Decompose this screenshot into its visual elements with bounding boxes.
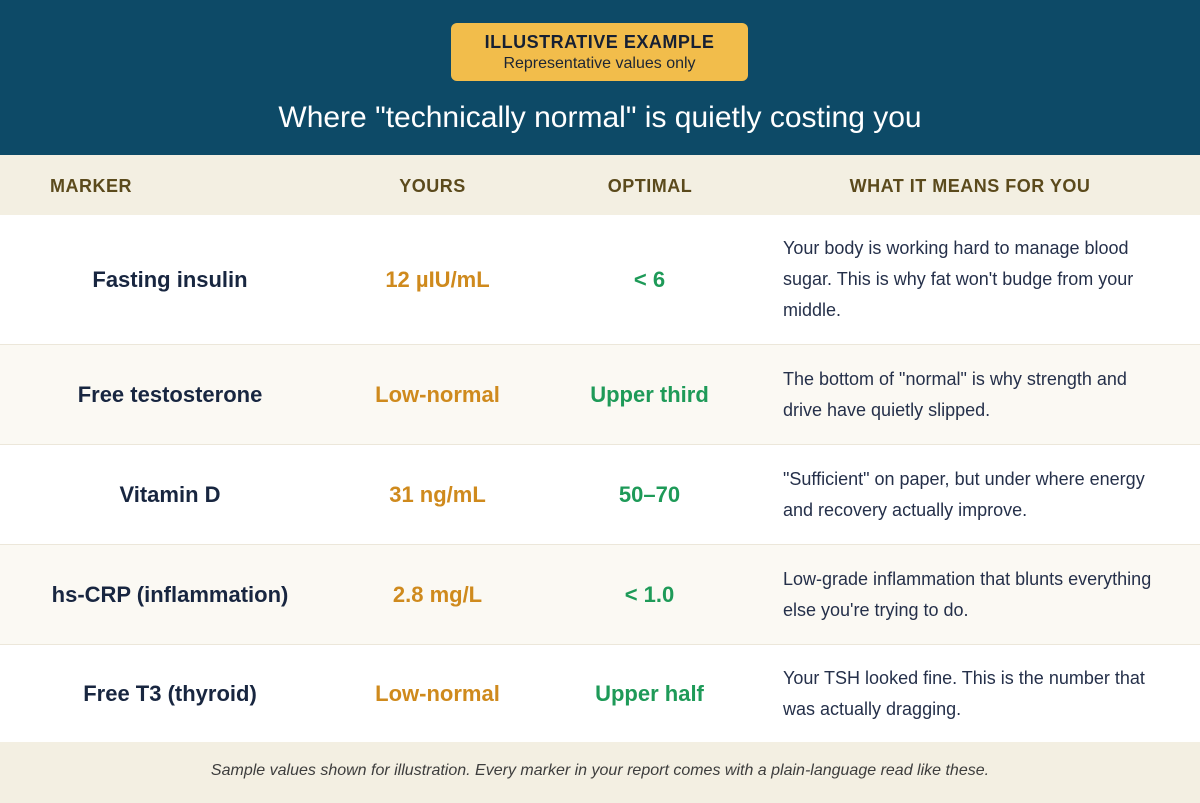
yours-value: 2.8 mg/L <box>392 581 483 607</box>
meaning-text: Your body is working hard to manage blood sugar. This is why fat won't budge from your middle. <box>783 238 1134 320</box>
column-header-yours: YOURS <box>399 176 466 196</box>
table-row <box>0 645 1200 742</box>
marker-name: Fasting insulin <box>92 266 248 292</box>
table-row <box>0 215 1200 345</box>
meaning-text: Your TSH looked fine. This is the number that was actually dragging. <box>783 667 1145 719</box>
badge-subtitle: Representative values only <box>503 55 696 72</box>
yours-value: Low-normal <box>375 381 500 407</box>
yours-value: Low-normal <box>375 680 500 706</box>
column-header-means: WHAT IT MEANS FOR YOU <box>849 176 1091 196</box>
optimal-value: 50–70 <box>618 481 681 507</box>
marker-name: Vitamin D <box>119 481 221 507</box>
page-title: Where "technically normal" is quietly costing you <box>278 101 922 134</box>
optimal-value: Upper half <box>595 680 704 706</box>
meaning-text: "Sufficient" on paper, but under where energy and recovery actually improve. <box>783 468 1145 520</box>
optimal-value: < 6 <box>633 266 666 292</box>
yours-value: 31 ng/mL <box>389 481 486 507</box>
meaning-text: The bottom of "normal" is why strength and drive have quietly slipped. <box>783 368 1127 420</box>
marker-name: hs-CRP (inflammation) <box>51 581 289 607</box>
optimal-value: Upper third <box>590 381 709 407</box>
optimal-value: < 1.0 <box>624 581 675 607</box>
footer <box>0 742 1200 803</box>
meaning-text: Low-grade inflammation that blunts everything else you're trying to do. <box>783 568 1152 620</box>
yours-value: 12 µIU/mL <box>385 266 490 292</box>
table-row <box>0 545 1200 645</box>
header-banner <box>0 0 1200 155</box>
marker-name: Free T3 (thyroid) <box>83 680 257 706</box>
table-header <box>0 155 1200 215</box>
column-header-optimal: OPTIMAL <box>607 176 693 196</box>
marker-name: Free testosterone <box>77 381 263 407</box>
illustrative-badge <box>451 23 748 81</box>
badge-title: ILLUSTRATIVE EXAMPLE <box>484 32 715 52</box>
column-header-marker: MARKER <box>50 176 132 196</box>
table-row <box>0 345 1200 445</box>
table-row <box>0 445 1200 545</box>
footer-note: Sample values shown for illustration. Every marker in your report comes with a plain-language read like these. <box>210 762 990 779</box>
